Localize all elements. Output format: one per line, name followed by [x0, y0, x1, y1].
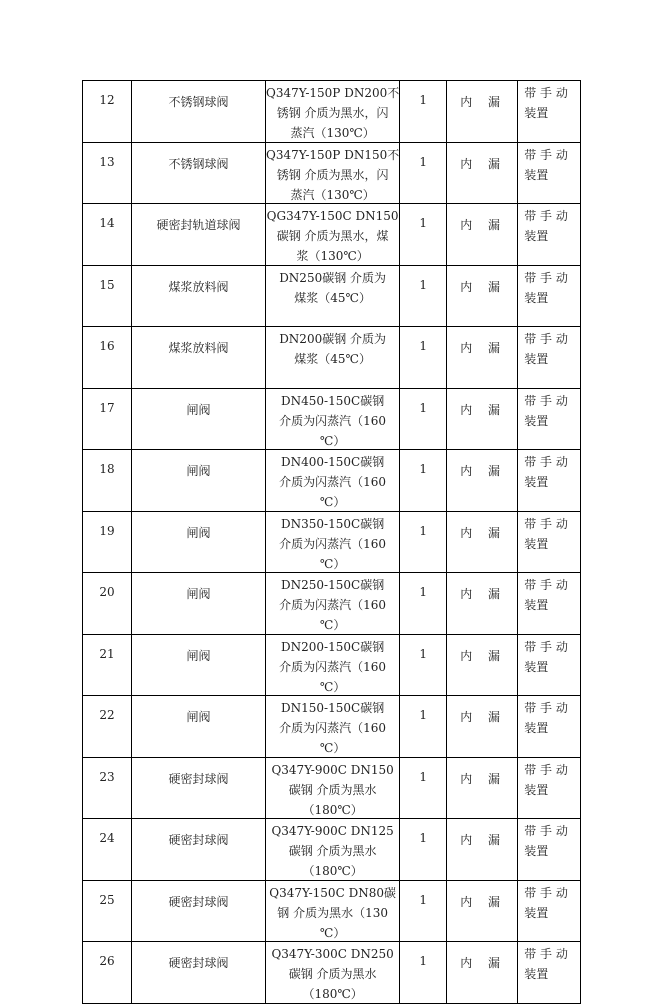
valve-spec — [266, 204, 400, 266]
row-number — [83, 81, 132, 143]
cell-text: 内 漏 — [460, 156, 507, 171]
cell-line: （180℃） — [302, 802, 363, 817]
issue — [447, 942, 518, 1004]
table-row — [83, 327, 581, 389]
row-number — [83, 942, 132, 1004]
cell-text: 内 漏 — [460, 341, 507, 355]
cell-line: Q347Y-150P DN200不 — [266, 86, 400, 100]
valve-spec — [266, 819, 400, 881]
table-row — [83, 450, 581, 512]
valve-spec — [266, 942, 400, 1004]
cell-text: 硬密封球阀 — [168, 771, 229, 786]
cell-text: 内 漏 — [460, 218, 507, 232]
cell-line: 带 手 动 — [524, 393, 568, 408]
valve-spec — [266, 450, 400, 512]
quantity — [400, 757, 447, 819]
cell-line: Q347Y-150C DN80碳 — [269, 885, 396, 900]
cell-line: 装置 — [524, 413, 549, 428]
cell-line: 带 手 动 — [524, 639, 568, 654]
row-number — [83, 511, 132, 573]
cell-text: 内 漏 — [460, 833, 507, 847]
issue — [447, 573, 518, 635]
valve-name — [132, 327, 266, 389]
row-number — [83, 757, 132, 819]
cell-line: 装置 — [524, 967, 549, 981]
cell-line: 装置 — [524, 536, 549, 551]
cell-line: Q347Y-300C DN250 — [271, 947, 394, 961]
cell-line: ℃） — [319, 679, 346, 694]
cell-line: 装置 — [524, 229, 549, 243]
issue — [447, 511, 518, 573]
issue — [447, 819, 518, 881]
quantity — [400, 327, 447, 389]
cell-text: 内 漏 — [460, 402, 507, 417]
cell-text: 内 漏 — [460, 95, 507, 109]
cell-text: 23 — [99, 769, 115, 784]
cell-text: 1 — [419, 277, 428, 292]
cell-text: 煤浆放料阀 — [168, 341, 229, 355]
row-number — [83, 388, 132, 450]
cell-line: 带 手 动 — [524, 147, 568, 162]
cell-text: 18 — [99, 462, 115, 476]
cell-line: 带 手 动 — [524, 86, 568, 100]
cell-text: 17 — [99, 400, 115, 415]
cell-text: 26 — [99, 954, 115, 968]
row-number — [83, 142, 132, 204]
cell-line: 煤浆（45℃） — [294, 290, 371, 305]
cell-text: 22 — [99, 708, 115, 722]
cell-line: 带 手 动 — [524, 578, 568, 592]
valve-name — [132, 388, 266, 450]
cell-text: 内 漏 — [460, 587, 507, 601]
cell-line: 介质为闪蒸汽（160 — [279, 659, 387, 674]
cell-line: DN150-150C碳钢 — [281, 701, 385, 715]
cell-line: 带 手 动 — [524, 762, 568, 777]
quantity — [400, 142, 447, 204]
cell-text: 闸阀 — [186, 464, 211, 478]
cell-text: 24 — [99, 831, 115, 845]
valve-name — [132, 450, 266, 512]
cell-line: DN400-150C碳钢 — [281, 455, 385, 469]
note — [518, 573, 581, 635]
cell-line: 带 手 动 — [524, 270, 568, 285]
note — [518, 942, 581, 1004]
cell-text: 1 — [419, 646, 428, 661]
cell-line: Q347Y-150P DN150不 — [266, 147, 400, 162]
valve-name — [132, 81, 266, 143]
valve-name — [132, 204, 266, 266]
cell-line: ℃） — [319, 618, 346, 632]
cell-text: 1 — [419, 954, 428, 968]
cell-line: 装置 — [524, 598, 549, 612]
cell-line: DN200碳钢 介质为 — [279, 332, 387, 346]
cell-line: 介质为闪蒸汽（160 — [279, 475, 387, 489]
table-row — [83, 388, 581, 450]
cell-text: 内 漏 — [460, 710, 507, 724]
cell-line: 装置 — [524, 905, 549, 920]
cell-line: 带 手 动 — [524, 455, 568, 469]
row-number — [83, 327, 132, 389]
cell-line: DN350-150C碳钢 — [281, 516, 385, 531]
valve-spec — [266, 142, 400, 204]
cell-line: 带 手 动 — [524, 885, 568, 900]
cell-text: 13 — [99, 154, 115, 169]
cell-line: 装置 — [524, 352, 549, 366]
cell-line: DN200-150C碳钢 — [281, 639, 385, 654]
cell-text: 闸阀 — [186, 525, 211, 540]
issue — [447, 81, 518, 143]
valve-name — [132, 142, 266, 204]
cell-text: 内 漏 — [460, 525, 507, 540]
valve-spec — [266, 327, 400, 389]
cell-line: 装置 — [524, 844, 549, 858]
valve-table — [82, 80, 581, 1004]
cell-text: 19 — [99, 523, 115, 538]
cell-line: 装置 — [524, 721, 549, 735]
cell-text: 12 — [99, 93, 115, 107]
valve-name — [132, 265, 266, 327]
cell-line: 带 手 动 — [524, 209, 568, 223]
quantity — [400, 204, 447, 266]
cell-line: DN250碳钢 介质为 — [279, 270, 387, 285]
table-row — [83, 573, 581, 635]
cell-line: 浆（130℃） — [296, 249, 369, 263]
cell-text: 20 — [99, 585, 115, 599]
quantity — [400, 81, 447, 143]
table-row — [83, 81, 581, 143]
cell-line: 装置 — [524, 106, 549, 120]
cell-text: 1 — [419, 339, 428, 353]
cell-text: 内 漏 — [460, 894, 507, 909]
cell-text: 1 — [419, 400, 428, 415]
cell-text: 内 漏 — [460, 464, 507, 478]
row-number — [83, 819, 132, 881]
quantity — [400, 573, 447, 635]
note — [518, 142, 581, 204]
cell-line: Q347Y-900C DN125 — [271, 824, 394, 838]
cell-text: 1 — [419, 831, 428, 845]
row-number — [83, 880, 132, 942]
valve-spec — [266, 757, 400, 819]
valve-spec — [266, 634, 400, 696]
table-row — [83, 757, 581, 819]
note — [518, 265, 581, 327]
note — [518, 634, 581, 696]
cell-line: ℃） — [319, 741, 346, 755]
valve-name — [132, 573, 266, 635]
issue — [447, 142, 518, 204]
note — [518, 757, 581, 819]
cell-line: 介质为闪蒸汽（160 — [279, 721, 387, 735]
cell-text: 1 — [419, 769, 428, 784]
quantity — [400, 696, 447, 758]
table-row — [83, 880, 581, 942]
cell-line: 碳钢 介质为黑水 — [288, 844, 377, 858]
cell-line: QG347Y-150C DN150 — [266, 209, 399, 223]
table-row — [83, 265, 581, 327]
cell-line: 装置 — [524, 167, 549, 182]
valve-spec — [266, 573, 400, 635]
quantity — [400, 511, 447, 573]
cell-line: 介质为闪蒸汽（160 — [279, 413, 387, 428]
cell-text: 1 — [419, 93, 428, 107]
valve-spec — [266, 265, 400, 327]
note — [518, 696, 581, 758]
note — [518, 204, 581, 266]
note — [518, 450, 581, 512]
quantity — [400, 819, 447, 881]
row-number — [83, 696, 132, 758]
note — [518, 880, 581, 942]
quantity — [400, 634, 447, 696]
cell-text: 内 漏 — [460, 771, 507, 786]
issue — [447, 265, 518, 327]
note — [518, 81, 581, 143]
cell-line: 带 手 动 — [524, 332, 568, 346]
cell-line: 带 手 动 — [524, 824, 568, 838]
cell-text: 16 — [99, 339, 115, 353]
table-row — [83, 942, 581, 1004]
valve-spec — [266, 511, 400, 573]
issue — [447, 388, 518, 450]
cell-line: 介质为闪蒸汽（160 — [279, 536, 387, 551]
cell-text: 硬密封球阀 — [168, 833, 229, 847]
cell-text: 闸阀 — [186, 402, 211, 417]
cell-line: ℃） — [319, 925, 346, 940]
valve-name — [132, 757, 266, 819]
issue — [447, 696, 518, 758]
cell-line: Q347Y-900C DN150 — [271, 762, 394, 777]
valve-name — [132, 942, 266, 1004]
row-number — [83, 450, 132, 512]
cell-text: 1 — [419, 892, 428, 907]
quantity — [400, 450, 447, 512]
note — [518, 819, 581, 881]
cell-line: 装置 — [524, 475, 549, 489]
cell-line: 介质为闪蒸汽（160 — [279, 598, 387, 612]
cell-text: 15 — [99, 277, 115, 292]
cell-text: 硬密封球阀 — [168, 894, 229, 909]
quantity — [400, 388, 447, 450]
valve-spec — [266, 696, 400, 758]
issue — [447, 880, 518, 942]
cell-line: 煤浆（45℃） — [294, 352, 371, 366]
cell-line: 碳钢 介质为黑水 — [288, 782, 377, 797]
valve-spec — [266, 81, 400, 143]
cell-text: 21 — [99, 646, 115, 661]
table-row — [83, 819, 581, 881]
row-number — [83, 634, 132, 696]
valve-spec — [266, 388, 400, 450]
note — [518, 388, 581, 450]
valve-name — [132, 880, 266, 942]
cell-line: 碳钢 介质为黑水 — [288, 967, 377, 981]
cell-line: 带 手 动 — [524, 947, 568, 961]
cell-text: 闸阀 — [186, 710, 211, 724]
cell-text: 14 — [99, 216, 115, 230]
valve-name — [132, 819, 266, 881]
cell-line: 碳钢 介质为黑水，煤 — [276, 229, 389, 243]
valve-name — [132, 696, 266, 758]
cell-text: 闸阀 — [186, 648, 211, 663]
note — [518, 327, 581, 389]
cell-line: 蒸汽（130℃） — [290, 126, 375, 140]
cell-text: 煤浆放料阀 — [168, 279, 229, 294]
issue — [447, 204, 518, 266]
table-row — [83, 142, 581, 204]
cell-text: 1 — [419, 216, 428, 230]
issue — [447, 450, 518, 512]
cell-text: 1 — [419, 523, 428, 538]
cell-text: 1 — [419, 462, 428, 476]
cell-text: 1 — [419, 708, 428, 722]
cell-line: （180℃） — [302, 864, 363, 878]
cell-line: 锈钢 介质为黑水，闪 — [276, 167, 389, 182]
row-number — [83, 204, 132, 266]
cell-text: 硬密封球阀 — [168, 956, 229, 970]
cell-line: 带 手 动 — [524, 516, 568, 531]
quantity — [400, 265, 447, 327]
row-number — [83, 265, 132, 327]
cell-text: 硬密封轨道球阀 — [156, 218, 241, 232]
cell-line: ℃） — [319, 495, 346, 509]
table-row — [83, 696, 581, 758]
cell-line: （180℃） — [302, 987, 363, 1001]
cell-text: 闸阀 — [186, 587, 211, 601]
cell-line: DN250-150C碳钢 — [281, 578, 385, 592]
issue — [447, 327, 518, 389]
cell-text: 1 — [419, 585, 428, 599]
valve-spec — [266, 880, 400, 942]
cell-line: 带 手 动 — [524, 701, 568, 715]
cell-line: DN450-150C碳钢 — [281, 393, 385, 408]
valve-name — [132, 634, 266, 696]
cell-line: ℃） — [319, 556, 346, 571]
note — [518, 511, 581, 573]
cell-line: 蒸汽（130℃） — [290, 187, 375, 202]
cell-text: 不锈钢球阀 — [168, 95, 229, 109]
cell-text: 不锈钢球阀 — [168, 156, 229, 171]
cell-line: 钢 介质为黑水（130 — [277, 905, 388, 920]
row-number — [83, 573, 132, 635]
cell-text: 内 漏 — [460, 279, 507, 294]
cell-text: 内 漏 — [460, 956, 507, 970]
cell-line: 锈钢 介质为黑水，闪 — [276, 106, 389, 120]
issue — [447, 634, 518, 696]
cell-line: ℃） — [319, 433, 346, 448]
issue — [447, 757, 518, 819]
cell-text: 1 — [419, 154, 428, 169]
cell-line: 装置 — [524, 659, 549, 674]
cell-text: 25 — [99, 892, 115, 907]
quantity — [400, 880, 447, 942]
quantity — [400, 942, 447, 1004]
table-row — [83, 634, 581, 696]
valve-name — [132, 511, 266, 573]
table-row — [83, 511, 581, 573]
cell-line: 装置 — [524, 782, 549, 797]
cell-line: 装置 — [524, 290, 549, 305]
cell-text: 内 漏 — [460, 648, 507, 663]
table-row — [83, 204, 581, 266]
